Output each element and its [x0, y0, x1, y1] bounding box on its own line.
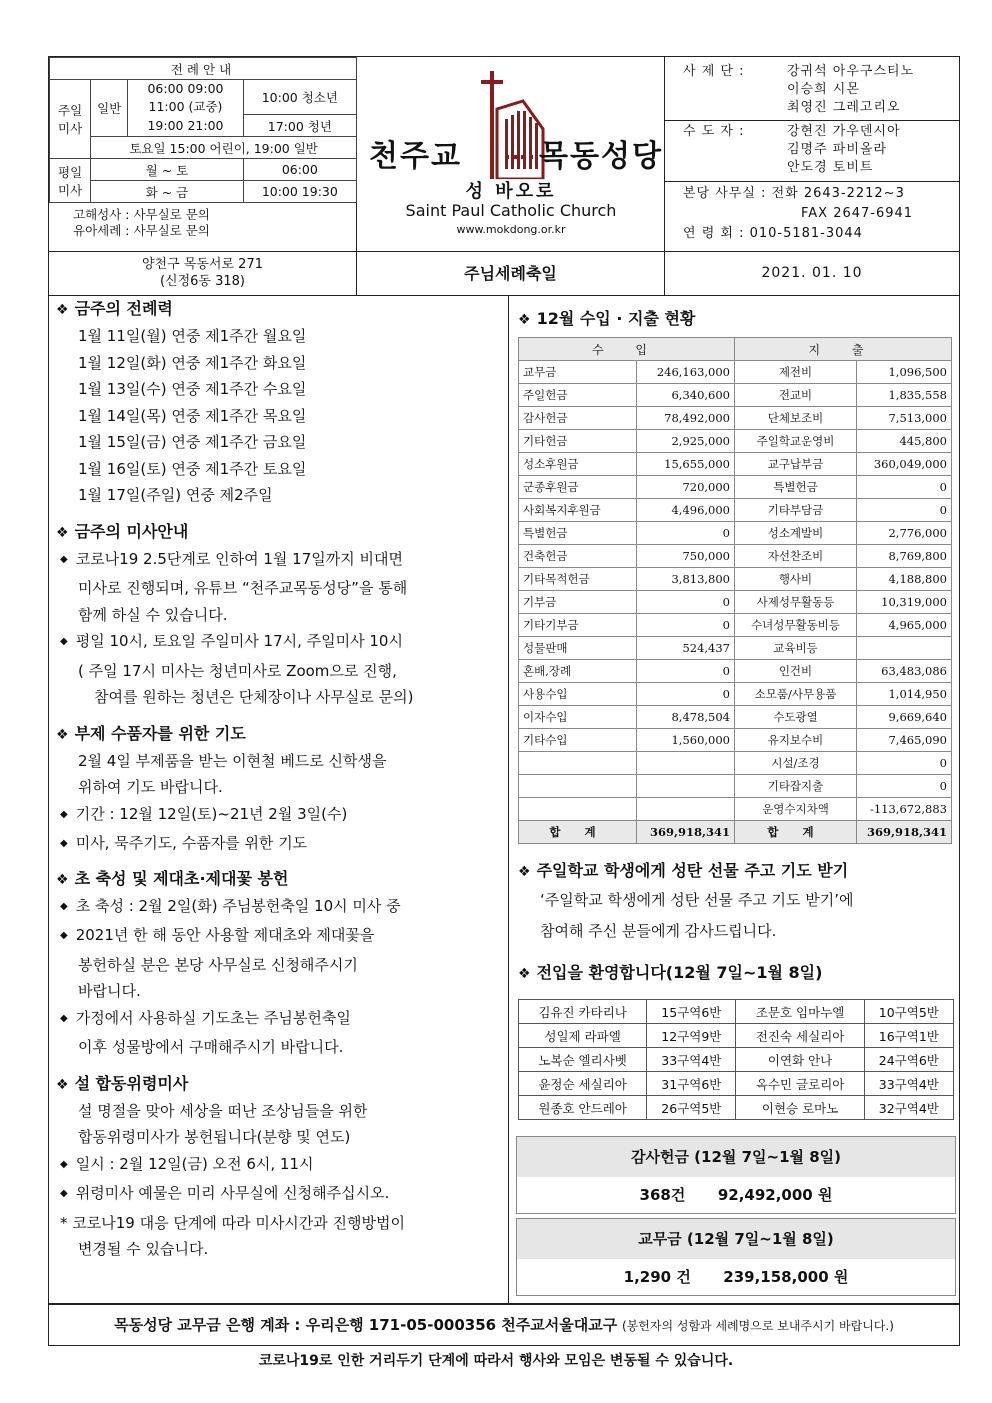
newcomer-district: 16구역1반	[864, 1024, 953, 1048]
income-item: 사회복지후원금	[519, 499, 637, 522]
expense-total: 369,918,341	[857, 821, 952, 844]
weekday-times-1: 06:00	[243, 159, 356, 181]
expense-item: 교구납부금	[735, 453, 857, 476]
finance-rows	[519, 361, 952, 821]
deacon-line: ◆ 미사, 묵주기도, 수품자를 위한 기도	[60, 830, 504, 860]
finance-row	[519, 430, 952, 453]
liturgy-item: 1월 16일(토) 연중 제1주간 토요일	[78, 459, 307, 478]
income-amount	[637, 775, 735, 798]
income-item: 건축헌금	[519, 545, 637, 568]
deacon-line: 위하여 기도 바랍니다.	[78, 778, 223, 796]
newcomer-name: 조문호 임마누엘	[736, 1000, 864, 1024]
expense-amount: 63,483,086	[857, 660, 952, 683]
candle-line: ◆ 2021년 한 해 동안 사용할 제대초와 제대꽃을	[60, 922, 504, 952]
general-label: 일반	[91, 80, 128, 137]
expense-item: 인건비	[735, 660, 857, 683]
young-adult-time: 17:00 청년	[243, 115, 356, 137]
clergy-role-priests: 사 제 단 :	[683, 64, 745, 79]
memorial-line: ◆ 위령미사 예물은 미리 사무실에 신청해주십시오.	[60, 1180, 504, 1210]
income-amount: 0	[637, 683, 735, 706]
general-time-2: 11:00 (교중)	[128, 97, 243, 115]
clergy-contacts	[665, 57, 959, 251]
memorial-line: 설 명절을 맞아 세상을 떠난 조상님들을 위한	[78, 1101, 368, 1120]
expense-item: 기타부담금	[735, 499, 857, 522]
finance-row	[519, 706, 952, 729]
diamond-bullet-icon: ❖	[518, 966, 531, 982]
diamond-bullet-icon: ❖	[518, 312, 531, 328]
priest-name-3: 최영진 그레고리오	[787, 100, 901, 115]
expense-amount: 360,049,000	[857, 453, 952, 476]
finance-row	[519, 499, 952, 522]
newcomer-district: 15구역6반	[647, 1000, 736, 1024]
income-amount: 3,813,800	[637, 568, 735, 591]
finance-row	[519, 476, 952, 499]
schedule-title: 전례안내	[50, 58, 357, 80]
finance-row	[519, 522, 952, 545]
expense-amount: 0	[857, 752, 952, 775]
finance-row	[519, 683, 952, 706]
priest-name-2: 이승희 시몬	[787, 82, 860, 97]
income-item: 성물판매	[519, 637, 637, 660]
expense-item: 교육비등	[735, 637, 857, 660]
expense-amount: 1,014,950	[857, 683, 952, 706]
deacon-section-title: ❖ 부제 수품자를 위한 기도	[56, 723, 246, 743]
expense-amount: 9,669,640	[857, 706, 952, 729]
left-column	[56, 296, 504, 1263]
expense-amount: 0	[857, 499, 952, 522]
finance-section-title: ❖ 12월 수입 · 지출 현황	[518, 309, 696, 328]
expense-item: 수도광열	[735, 706, 857, 729]
income-item: 주일헌금	[519, 384, 637, 407]
income-amount: 0	[637, 591, 735, 614]
bulletin-date: 2021. 01. 10	[761, 265, 863, 281]
finance-row	[519, 660, 952, 683]
newcomer-name: 노복순 엘리사벳	[519, 1048, 647, 1072]
liturgy-item: 1월 11일(월) 연중 제1주간 월요일	[78, 327, 307, 345]
church-logo-icon	[475, 71, 547, 179]
income-item: 특별헌금	[519, 522, 637, 545]
candle-line: 봉헌하실 분은 본당 사무실로 신청해주시기	[78, 955, 358, 974]
newcomer-section-title: ❖ 전입을 환영합니다(12월 7일~1월 8일)	[518, 963, 823, 982]
expense-amount: 7,513,000	[857, 407, 952, 430]
clergy-role-religious: 수 도 자 :	[683, 124, 745, 139]
gift-line-1: ‘주일학교 학생에게 성탄 선물 주고 기도 받기’에	[540, 891, 854, 909]
parish-dues-box	[516, 1218, 956, 1296]
expense-amount: 2,776,000	[857, 522, 952, 545]
newcomer-name: 윤정순 세실리아	[519, 1072, 647, 1096]
income-item: 기타헌금	[519, 430, 637, 453]
newcomer-name: 김유진 카타리나	[519, 1000, 647, 1024]
newcomer-district: 24구역6반	[864, 1048, 953, 1072]
income-total: 369,918,341	[637, 821, 735, 844]
income-item: 교무금	[519, 361, 637, 384]
weekday-times-2: 10:00 19:30	[243, 181, 356, 203]
newcomer-name: 전진숙 세실리아	[736, 1024, 864, 1048]
finance-row	[519, 407, 952, 430]
income-item: 군종후원금	[519, 476, 637, 499]
expense-amount: 445,800	[857, 430, 952, 453]
income-amount: 8,478,504	[637, 706, 735, 729]
memorial-line: * 코로나19 대응 단계에 따라 미사시간과 진행방법이	[60, 1213, 405, 1232]
office-fax: FAX 2647-6941	[801, 206, 914, 221]
diamond-bullet-icon: ❖	[56, 726, 69, 743]
expense-item: 수녀성무활동비등	[735, 614, 857, 637]
income-amount: 0	[637, 660, 735, 683]
expense-amount: 7,465,090	[857, 729, 952, 752]
general-time-1: 06:00 09:00	[128, 80, 243, 97]
diamond-bullet-icon: ❖	[56, 1076, 69, 1093]
income-item: 감사헌금	[519, 407, 637, 430]
patron-name: 성 바오로	[465, 181, 557, 202]
candle-line: ◆ 가정에서 사용하실 기도초는 주님봉헌축일	[60, 1005, 504, 1035]
liturgy-item: 1월 12일(화) 연중 제1주간 화요일	[78, 353, 307, 372]
mass-line: ◆ 코로나19 2.5단계로 인하여 1월 17일까지 비대면	[60, 546, 504, 576]
bulletin-header	[48, 56, 960, 296]
religious-name-3: 안도경 토비트	[787, 160, 874, 175]
expense-header: 지 출	[735, 338, 952, 361]
weekday-days-1: 월 ~ 토	[91, 159, 243, 181]
newcomer-row	[519, 1096, 954, 1120]
parish-dues-count: 1,290 건	[623, 1268, 691, 1286]
expense-item: 유지보수비	[735, 729, 857, 752]
finance-row	[519, 453, 952, 476]
church-name-left: 천주교	[369, 139, 462, 174]
liturgy-list	[56, 323, 504, 509]
general-time-3: 19:00 21:00	[128, 115, 243, 137]
newcomer-name: 성일제 라파엘	[519, 1024, 647, 1048]
newcomer-name: 옥수민 글로리아	[736, 1072, 864, 1096]
newcomer-name: 이연화 안나	[736, 1048, 864, 1072]
feast-name: 주님세례축일	[357, 252, 665, 295]
thanks-offering-box	[516, 1136, 956, 1214]
expense-item: 운영수지차액	[735, 798, 857, 821]
income-amount: 246,163,000	[637, 361, 735, 384]
priest-name-1: 강귀석 아우구스티노	[787, 64, 915, 79]
newcomer-district: 32구역4반	[864, 1096, 953, 1120]
income-header: 수 입	[519, 338, 735, 361]
expense-amount: 8,769,800	[857, 545, 952, 568]
parish-dues-amount: 239,158,000 원	[723, 1268, 849, 1286]
expense-amount: 10,319,000	[857, 591, 952, 614]
expense-item: 시설/조경	[735, 752, 857, 775]
column-divider	[508, 296, 509, 1304]
thanks-offering-values	[517, 1177, 955, 1213]
income-item: 기부금	[519, 591, 637, 614]
church-name-right: 목동성당	[539, 139, 663, 174]
income-amount: 78,492,000	[637, 407, 735, 430]
expense-amount	[857, 637, 952, 660]
income-item: 기타수입	[519, 729, 637, 752]
income-item	[519, 775, 637, 798]
diamond-bullet-icon: ❖	[56, 302, 69, 318]
expense-total-label: 합 계	[735, 821, 857, 844]
thanks-offering-count: 368건	[639, 1186, 686, 1204]
council-phone: 연 령 회 : 010-5181-3044	[683, 226, 863, 241]
newcomer-district: 31구역6반	[647, 1072, 736, 1096]
candle-line: 이후 성물방에서 구매해주시기 바랍니다.	[78, 1038, 344, 1056]
address-line-2: (신정6동 318)	[159, 274, 246, 289]
thanks-offering-amount: 92,492,000 원	[717, 1186, 833, 1204]
religious-name-2: 김명주 파비올라	[787, 142, 888, 157]
finance-row	[519, 614, 952, 637]
bank-account-footer	[48, 1304, 960, 1346]
income-amount: 15,655,000	[637, 453, 735, 476]
mass-line: ◆ 평일 10시, 토요일 주일미사 17시, 주일미사 10시	[60, 628, 504, 658]
liturgy-item: 1월 15일(금) 연중 제1주간 금요일	[78, 433, 307, 451]
income-item: 성소후원금	[519, 453, 637, 476]
expense-item: 자선찬조비	[735, 545, 857, 568]
expense-amount: 0	[857, 476, 952, 499]
expense-item: 제전비	[735, 361, 857, 384]
finance-row	[519, 775, 952, 798]
finance-row	[519, 361, 952, 384]
deacon-line: 2월 4일 부제품을 받는 이현철 베드로 신학생을	[78, 751, 387, 770]
newcomer-district: 12구역9반	[647, 1024, 736, 1048]
income-amount: 750,000	[637, 545, 735, 568]
bank-account-note: (봉헌자의 성함과 세례명으로 보내주시기 바랍니다.)	[622, 1319, 894, 1333]
income-amount: 720,000	[637, 476, 735, 499]
income-amount: 0	[637, 614, 735, 637]
expense-amount: 4,188,800	[857, 568, 952, 591]
mass-line: 참여를 원하는 청년은 단체장이나 사무실로 문의)	[94, 688, 414, 706]
mass-line: ( 주일 17시 미사는 청년미사로 Zoom으로 진행,	[78, 661, 397, 680]
clergy-divider	[665, 120, 959, 121]
newcomer-table	[518, 999, 954, 1120]
mass-line: 미사로 진행되며, 유튜브 “천주교목동성당”을 통해	[78, 579, 408, 597]
newcomer-name: 원종호 안드레아	[519, 1096, 647, 1120]
expense-item: 기타잡지출	[735, 775, 857, 798]
candle-info	[56, 893, 504, 1061]
mass-schedule	[49, 57, 357, 251]
finance-row	[519, 637, 952, 660]
weekday-mass-label: 평일미사	[50, 159, 91, 203]
expense-item: 주일학교운영비	[735, 430, 857, 453]
saturday-line: 토요일 15:00 어린이, 19:00 일반	[91, 137, 357, 159]
mass-line: 함께 하실 수 있습니다.	[78, 605, 228, 624]
candle-line: ◆ 초 축성 : 2월 2일(화) 주님봉헌축일 10시 미사 중	[60, 893, 504, 923]
diamond-bullet-icon: ❖	[56, 524, 69, 541]
contact-divider	[665, 181, 959, 182]
expense-amount: 1,096,500	[857, 361, 952, 384]
weekday-days-2: 화 ~ 금	[91, 181, 243, 203]
gift-line-2: 참여해 주신 분들에게 감사드립니다.	[540, 922, 777, 940]
diamond-bullet-icon: ❖	[56, 871, 69, 888]
newcomer-row	[519, 1024, 954, 1048]
thanks-offering-title: 감사헌금 (12월 7일~1월 8일)	[517, 1137, 955, 1177]
memorial-line: ◆ 일시 : 2월 12일(금) 오전 6시, 11시	[60, 1151, 504, 1181]
newcomer-row	[519, 1000, 954, 1024]
income-item: 기타기부금	[519, 614, 637, 637]
gift-section-title: ❖ 주일학교 학생에게 성탄 선물 주고 기도 받기	[518, 861, 849, 880]
mass-schedule-table	[49, 57, 357, 203]
finance-row	[519, 545, 952, 568]
liturgy-item: 1월 13일(수) 연중 제1주간 수요일	[78, 380, 307, 398]
income-amount: 0	[637, 522, 735, 545]
newcomer-row	[519, 1072, 954, 1096]
expense-item: 전교비	[735, 384, 857, 407]
newcomer-district: 26구역5반	[647, 1096, 736, 1120]
newcomer-row	[519, 1048, 954, 1072]
expense-item: 성소계발비	[735, 522, 857, 545]
expense-amount: -113,672,883	[857, 798, 952, 821]
address-line-1: 양천구 목동서로 271	[142, 257, 263, 272]
liturgy-item: 1월 17일(주일) 연중 제2주일	[78, 486, 273, 504]
deacon-info	[56, 748, 504, 860]
parish-dues-title: 교무금 (12월 7일~1월 8일)	[517, 1219, 955, 1259]
income-amount: 2,925,000	[637, 430, 735, 453]
newcomer-name: 이현승 로마노	[736, 1096, 864, 1120]
expense-amount: 4,965,000	[857, 614, 952, 637]
diamond-bullet-icon: ❖	[518, 864, 531, 880]
income-item: 혼배,장례	[519, 660, 637, 683]
income-amount: 524,437	[637, 637, 735, 660]
religious-name-1: 강현진 가우덴시아	[787, 124, 901, 139]
finance-row	[519, 591, 952, 614]
mass-info	[56, 546, 504, 711]
expense-item: 소모품/사무용품	[735, 683, 857, 706]
income-amount	[637, 798, 735, 821]
finance-row	[519, 729, 952, 752]
candle-line: 바랍니다.	[78, 982, 141, 1000]
income-item: 기타목적헌금	[519, 568, 637, 591]
infant-baptism-line: 유아세례 : 사무실로 문의	[73, 223, 210, 238]
finance-table	[518, 337, 952, 844]
newcomer-district: 33구역4반	[864, 1072, 953, 1096]
address	[49, 252, 357, 295]
income-amount	[637, 752, 735, 775]
covid-notice: 코로나19로 인한 거리두기 단계에 따라서 행사와 모임은 변동될 수 있습니다.	[258, 1353, 734, 1369]
newcomer-district: 33구역4반	[647, 1048, 736, 1072]
income-amount: 1,560,000	[637, 729, 735, 752]
income-total-label: 합 계	[519, 821, 637, 844]
income-item: 사용수입	[519, 683, 637, 706]
expense-amount: 1,835,558	[857, 384, 952, 407]
finance-row	[519, 384, 952, 407]
bank-account: 목동성당 교무금 은행 계좌 : 우리은행 171-05-000356 천주교서울대교구	[114, 1316, 618, 1334]
finance-row	[519, 798, 952, 821]
income-item	[519, 798, 637, 821]
memorial-section-title: ❖ 설 합동위령미사	[56, 1073, 189, 1093]
income-item: 이자수입	[519, 706, 637, 729]
expense-item: 특별헌금	[735, 476, 857, 499]
website-link[interactable]: www.mokdong.or.kr	[456, 223, 566, 236]
expense-item: 사제성무활동등	[735, 591, 857, 614]
finance-total-row	[519, 821, 952, 844]
income-item	[519, 752, 637, 775]
newcomer-district: 10구역5반	[864, 1000, 953, 1024]
header-info-bar	[49, 251, 959, 295]
deacon-line: ◆ 기간 : 12월 12일(토)~21년 2월 3일(수)	[60, 801, 504, 831]
memorial-info	[56, 1098, 504, 1263]
mass-section-title: ❖ 금주의 미사안내	[56, 521, 189, 541]
liturgy-section-title: ❖ 금주의 전례력	[56, 299, 173, 318]
expense-item: 단체보조비	[735, 407, 857, 430]
parish-dues-values	[517, 1259, 955, 1295]
confession-line: 고해성사 : 사무실로 문의	[73, 207, 210, 222]
office-phone: 본당 사무실 : 전화 2643-2212~3	[683, 186, 905, 201]
income-amount: 6,340,600	[637, 384, 735, 407]
sunday-mass-label: 주일미사	[50, 80, 91, 159]
liturgy-item: 1월 14일(목) 연중 제1주간 목요일	[78, 406, 307, 425]
candle-section-title: ❖ 초 축성 및 제대초·제대꽃 봉헌	[56, 868, 289, 888]
expense-amount: 0	[857, 775, 952, 798]
youth-time: 10:00 청소년	[243, 80, 356, 115]
income-amount: 4,496,000	[637, 499, 735, 522]
memorial-line: 변경될 수 있습니다.	[78, 1240, 209, 1258]
finance-row	[519, 752, 952, 775]
expense-item: 행사비	[735, 568, 857, 591]
finance-row	[519, 568, 952, 591]
church-english-name: Saint Paul Catholic Church	[405, 201, 617, 220]
memorial-line: 합동위령미사가 봉헌됩니다(분향 및 연도)	[78, 1128, 351, 1146]
church-logo-block	[357, 57, 665, 251]
